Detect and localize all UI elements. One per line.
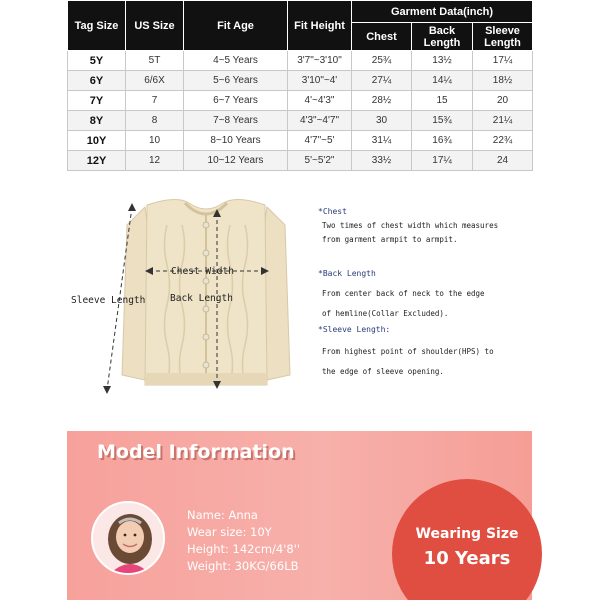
cell-age: 7~8 Years [184,111,288,131]
cell-back: 17¼ [412,151,473,171]
header-fit-height: Fit Height [288,1,352,51]
header-us-size: US Size [126,1,184,51]
model-wear-size: Wear size: 10Y [187,525,272,539]
cell-height: 3'10"~4' [288,71,352,91]
cell-height: 5'~5'2" [288,151,352,171]
model-name: Name: Anna [187,508,258,522]
header-tag-size: Tag Size [68,1,126,51]
cell-sleeve: 21¼ [473,111,533,131]
cell-age: 4~5 Years [184,51,288,71]
table-row [68,131,533,151]
model-avatar [91,501,165,575]
cell-sleeve: 24 [473,151,533,171]
chest-note-line: Two times of chest width which measures [322,221,499,230]
cell-height: 4'3"~4'7" [288,111,352,131]
cell-height: 3'7"~3'10" [288,51,352,71]
header-back-length: Back Length [412,23,473,51]
back-note-line: From center back of neck to the edge [322,289,485,298]
header-sleeve-length: Sleeve Length [473,23,533,51]
model-weight: Weight: 30KG/66LB [187,559,299,573]
cell-tag: 10Y [68,131,126,151]
cell-age: 6~7 Years [184,91,288,111]
cell-chest: 27¼ [352,71,412,91]
size-chart-table [67,0,533,171]
cell-age: 10~12 Years [184,151,288,171]
girl-portrait-icon [93,503,165,575]
cell-back: 14¼ [412,71,473,91]
header-fit-age: Fit Age [184,1,288,51]
chest-note-heading: *Chest [318,207,347,216]
cell-back: 13½ [412,51,473,71]
cell-back: 16¾ [412,131,473,151]
cell-height: 4'~4'3" [288,91,352,111]
cell-us: 8 [126,111,184,131]
cell-chest: 30 [352,111,412,131]
cell-sleeve: 17¼ [473,51,533,71]
model-details [187,507,300,575]
chest-width-label: Chest Width [171,266,234,277]
cell-us: 7 [126,91,184,111]
model-info-title: Model Information [97,441,295,463]
cell-age: 8~10 Years [184,131,288,151]
measurement-notes [318,205,528,379]
sleeve-length-label: Sleeve Length [71,295,146,306]
cell-us: 12 [126,151,184,171]
table-row [68,111,533,131]
cell-us: 5T [126,51,184,71]
wearing-size-value: 10 Years [423,548,511,569]
cell-us: 6/6X [126,71,184,91]
cell-chest: 25¾ [352,51,412,71]
chest-note-line: from garment armpit to armpit. [322,235,458,244]
cell-tag: 12Y [68,151,126,171]
cell-tag: 8Y [68,111,126,131]
cell-chest: 31¼ [352,131,412,151]
table-row [68,151,533,171]
cell-back: 15 [412,91,473,111]
model-information-panel [67,431,532,600]
cell-us: 10 [126,131,184,151]
back-length-label: Back Length [170,293,233,304]
cell-tag: 6Y [68,71,126,91]
cell-sleeve: 22¾ [473,131,533,151]
back-note-heading: *Back Length [318,269,376,278]
header-chest: Chest [352,23,412,51]
cell-tag: 7Y [68,91,126,111]
wearing-size-label: Wearing Size [415,526,519,542]
cell-height: 4'7"~5' [288,131,352,151]
cell-chest: 28½ [352,91,412,111]
cell-age: 5~6 Years [184,71,288,91]
table-row [68,51,533,71]
cell-sleeve: 18½ [473,71,533,91]
sleeve-note-heading: *Sleeve Length: [318,325,391,334]
cell-sleeve: 20 [473,91,533,111]
model-height: Height: 142cm/4'8'' [187,542,301,556]
cell-back: 15¾ [412,111,473,131]
sleeve-note-line: From highest point of shoulder(HPS) to [322,347,494,356]
back-note-line: of hemline(Collar Excluded). [322,309,449,318]
sleeve-note-line: the edge of sleeve opening. [322,367,444,376]
cell-chest: 33½ [352,151,412,171]
table-row [68,91,533,111]
table-row [68,71,533,91]
cell-tag: 5Y [68,51,126,71]
header-garment-data: Garment Data(inch) [352,1,533,23]
